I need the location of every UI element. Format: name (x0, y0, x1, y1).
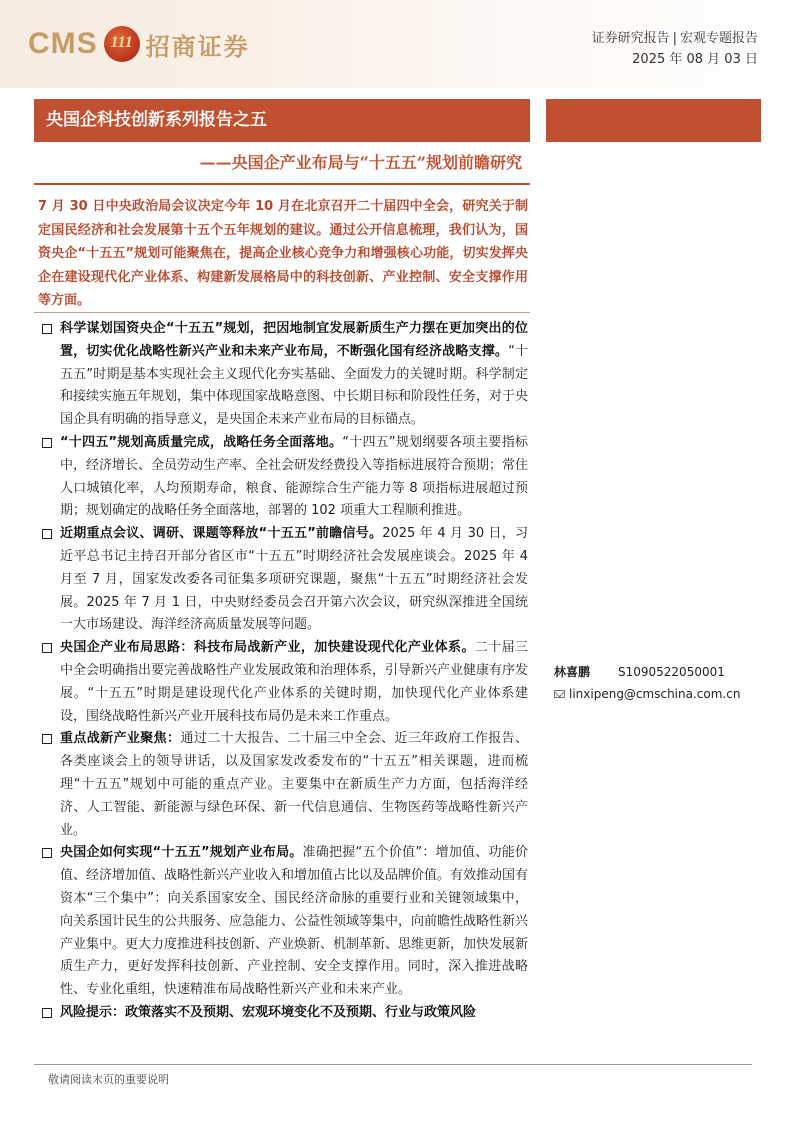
checkbox-bullet-icon (42, 734, 52, 744)
mail-icon (554, 690, 565, 698)
bullet-item: 央国企产业布局思路：科技布局战新产业，加快建设现代化产业体系。二十届三中全会明确指出要完善战略性产业发展政策和治理体系，引导新兴产业健康有序发展。“十五五”时期是建设现代化产业体系的关键时期，加快现代化产业体系建设，围绕战略性新兴产业开展科技布局仍是未来工作重点。 (40, 637, 528, 728)
checkbox-bullet-icon (42, 643, 52, 653)
bullet-item: 科学谋划国资央企“十五五”规划，把因地制宜发展新质生产力摆在更加突出的位置，切实优化战略性新兴产业和未来产业布局，不断强化国有经济战略支撑。“十五五”时期是基本实现社会主义现代化夯实基础、全面发力的关键时期。科学制定和接续实施五年规划，集中体现国家战略意图、中长期目标和阶段性任务，对于央国企具有明确的指导意义，是央国企未来产业布局的目标锚点。 (40, 318, 528, 432)
footer-note: 敬请阅读末页的重要说明 (48, 1073, 169, 1086)
report-date: 2025 年 08 月 03 日 (632, 52, 758, 67)
checkbox-bullet-icon (42, 529, 52, 539)
bullet-item: 重点战新产业聚焦：通过二十大报告、二十届三中全会、近三年政府工作报告、各类座谈会上的领导讲话，以及国家发改委发布的“十五五”相关课题，进而梳理“十五五”规划中可能的重点产业。主要集中在新质生产力方面，包括海洋经济、人工智能、新能源与绿色环保、新一代信息通信、生物医药等战略性新兴产业。 (40, 728, 528, 842)
bullet-item: 近期重点会议、调研、课题等释放“十五五”前瞻信号。2025 年 4 月 30 日，习近平总书记主持召开部分省区市“十五五”时期经济社会发展座谈会。2025 年 4 月至 7 月，国家发改委各司征集多项研究课题，聚焦“十五五”时期经济社会发展。2025 年 7 月 1 日，中央财经委员会召开第六次会议，研究纵深推进全国统一大市场建设、海洋经济高质量发展等问题。 (40, 523, 528, 637)
summary-paragraph: 7 月 30 日中央政治局会议决定今年 10 月在北京召开二十届四中全会，研究关于制定国民经济和社会发展第十五个五年规划的建议。通过公开信息梳理，我们认为，国资央企“十五五”规划可能聚焦在，提高企业核心竞争力和增强核心功能，切实发挥央企在建设现代化产业体系、构建新发展格局中的科技创新、产业控制、安全支撑作用等方面。 (38, 199, 528, 308)
logo-chinese-name: 招商证券 (145, 32, 250, 61)
title-divider (34, 183, 530, 185)
analyst-info (554, 662, 764, 704)
summary-divider (34, 312, 530, 313)
logo-text: CMS (28, 27, 98, 60)
header-meta (592, 30, 758, 70)
bullet-item: “十四五”规划高质量完成，战略任务全面落地。“十四五”规划纲要各项主要指标中，经济增长、全员劳动生产率、全社会研发经费投入等指标进展符合预期；常住人口城镇化率，人均预期寿命，粮食、能源综合生产能力等 8 项指标进展超过预期；规划确定的战略任务全面落地，部署的 102 项重大工程顺利推进。 (40, 432, 528, 523)
checkbox-bullet-icon (42, 324, 52, 334)
checkbox-bullet-icon (42, 1008, 52, 1018)
analyst-certificate-id: S1090522050001 (618, 665, 725, 679)
company-logo (28, 22, 250, 66)
sidebar-title-bar (546, 99, 761, 142)
report-subtitle: ——央国企产业布局与“十五五”规划前瞻研究 (199, 153, 522, 172)
footer-divider (34, 1064, 752, 1065)
analyst-name: 林喜鹏 (554, 665, 591, 679)
checkbox-bullet-icon (42, 848, 52, 858)
bullet-item: 央国企如何实现“十五五”规划产业布局。准确把握“五个价值”：增加值、功能价值、经济增加值、战略性新兴产业收入和增加值占比以及品牌价值。有效推动国有资本“三个集中”：向关系国家安全、国民经济命脉的重要行业和关键领域集中，向关系国计民生的公共服务、应急能力、公益性领域等集中，向前瞻性战略性新兴产业集中。更大力度推进科技创新、产业焕新、机制革新、思维更新，加快发展新质生产力，更好发挥科技创新、产业控制、安全支撑作用。同时，深入推进战略性、专业化重组，快速精准布局战略性新兴产业和未来产业。 (40, 842, 528, 1002)
analyst-email[interactable]: linxipeng@cmschina.com.cn (569, 687, 741, 701)
bullet-list (40, 318, 528, 1025)
logo-mark-icon: 111 (104, 26, 140, 62)
checkbox-bullet-icon (42, 438, 52, 448)
report-title: 央国企科技创新系列报告之五 (34, 99, 530, 142)
risk-warning: 风险提示：政策落实不及预期、宏观环境变化不及预期、行业与政策风险 (40, 1002, 528, 1025)
report-type: 证券研究报告 | 宏观专题报告 (591, 31, 758, 46)
